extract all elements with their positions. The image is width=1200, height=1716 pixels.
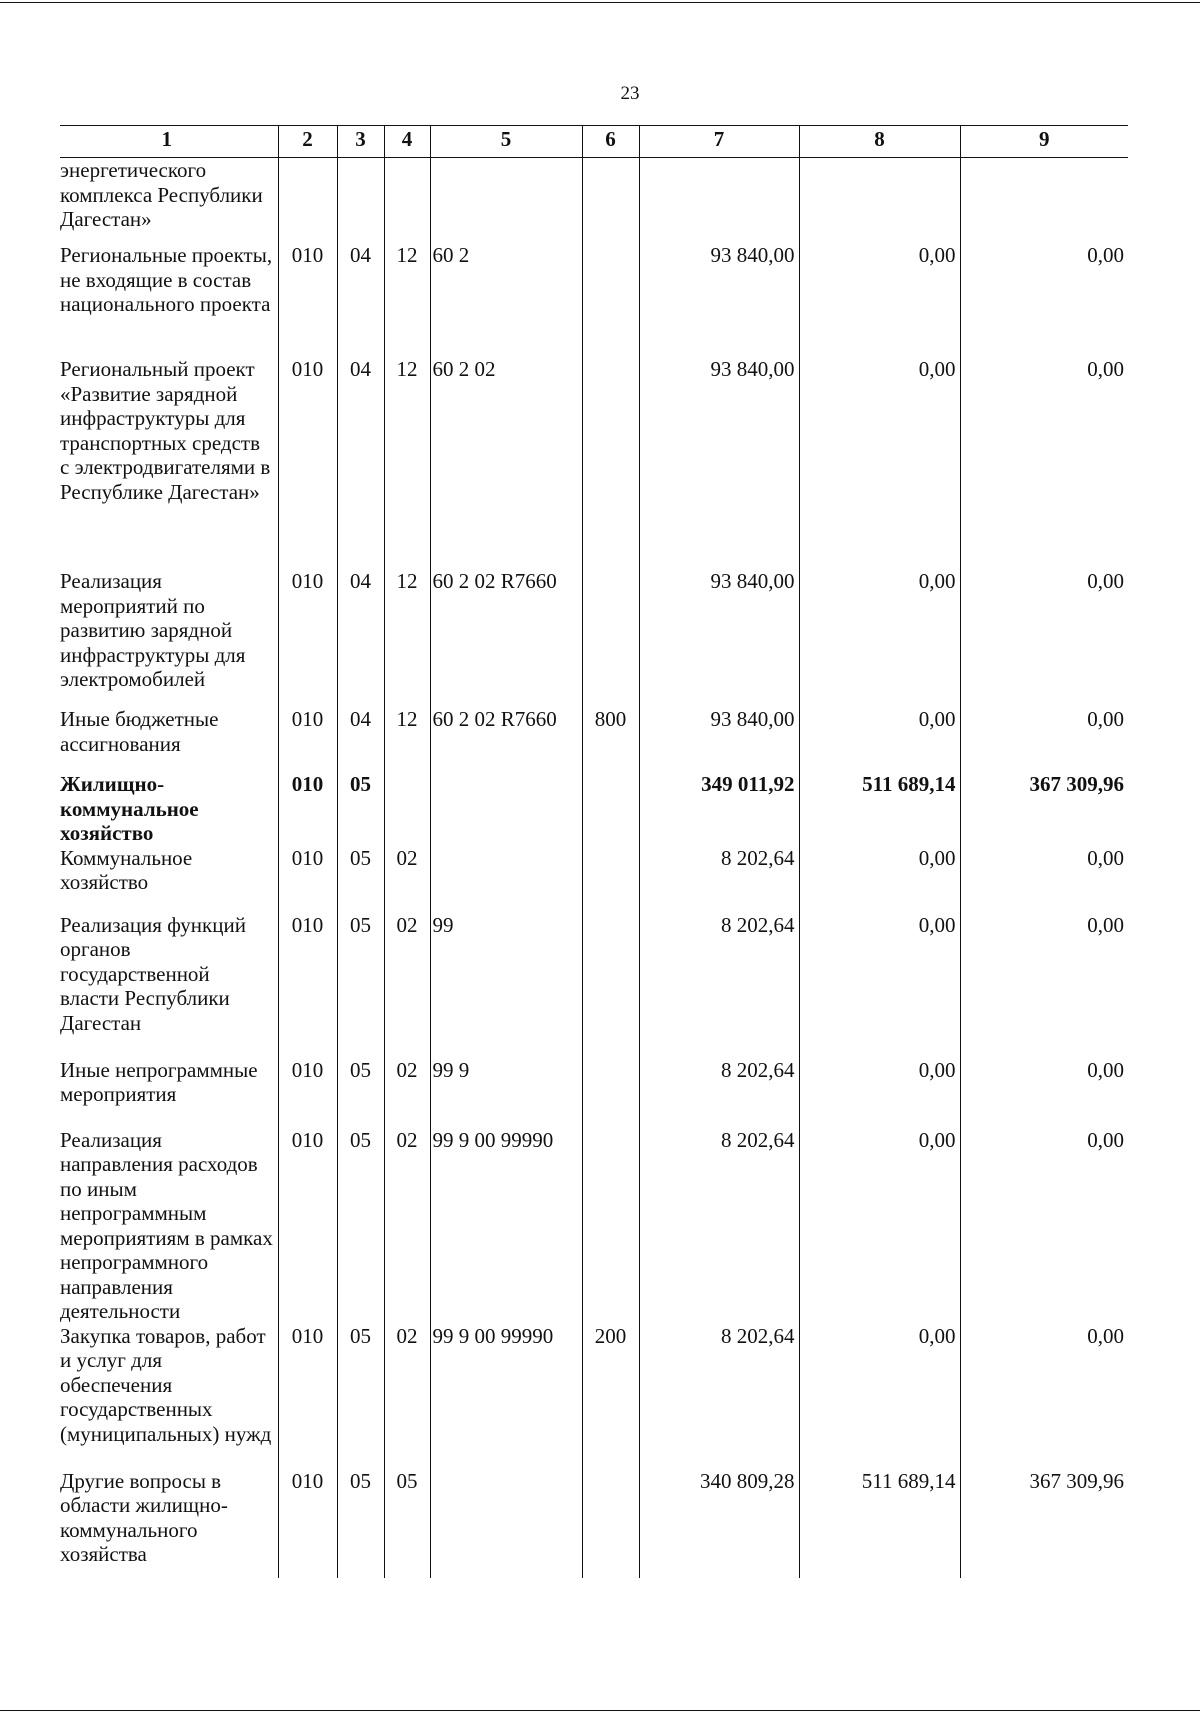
cell-code-6 bbox=[582, 357, 639, 569]
cell-code-3: 05 bbox=[337, 1128, 384, 1324]
cell-amount-7: 93 840,00 bbox=[639, 357, 799, 569]
cell-code-4: 05 bbox=[384, 1469, 430, 1578]
cell-code-4: 02 bbox=[384, 846, 430, 913]
cell-code-3: 05 bbox=[337, 1058, 384, 1128]
cell-amount-9: 0,00 bbox=[960, 357, 1128, 569]
cell-code-3: 04 bbox=[337, 569, 384, 707]
cell-code-3: 04 bbox=[337, 243, 384, 357]
cell-amount-8: 511 689,14 bbox=[799, 1469, 960, 1578]
cell-code-2: 010 bbox=[278, 1058, 337, 1128]
cell-code-2: 010 bbox=[278, 1469, 337, 1578]
cell-code-4 bbox=[384, 772, 430, 846]
cell-code-3: 05 bbox=[337, 1469, 384, 1578]
cell-code-4: 12 bbox=[384, 569, 430, 707]
cell-name: Коммунальное хозяйство bbox=[60, 845, 193, 894]
cell-amount-7: 8 202,64 bbox=[639, 1058, 799, 1128]
cell-code-3: 05 bbox=[337, 772, 384, 846]
cell-code-5: 60 2 02 bbox=[430, 357, 582, 569]
top-rule bbox=[0, 2, 1200, 3]
cell-code-6 bbox=[582, 1058, 639, 1128]
cell-code-3: 05 bbox=[337, 913, 384, 1058]
cell-name: Реализация функций органов государственной власти Республики Дагестан bbox=[60, 912, 246, 1035]
cell-amount-9: 0,00 bbox=[960, 569, 1128, 707]
cell-amount-7: 8 202,64 bbox=[639, 913, 799, 1058]
cell-code-2: 010 bbox=[278, 913, 337, 1058]
cell-amount-8: 0,00 bbox=[799, 1324, 960, 1469]
budget-table bbox=[60, 125, 1128, 1578]
cell-name: энергетического комплекса Республики Дагестан» bbox=[60, 158, 263, 231]
table-row bbox=[60, 569, 1128, 707]
cell-code-2: 010 bbox=[278, 243, 337, 357]
cell-code-2: 010 bbox=[278, 1324, 337, 1469]
cell-code-6: 800 bbox=[582, 707, 639, 772]
col-header-7: 7 bbox=[639, 126, 799, 158]
cell-name: Региональные проекты, не входящие в состав национального проекта bbox=[60, 243, 273, 316]
cell-amount-9: 0,00 bbox=[960, 1058, 1128, 1128]
cell-code-2 bbox=[278, 158, 337, 244]
cell-name: Иные непрограммные мероприятия bbox=[60, 1057, 258, 1106]
cell-code-6 bbox=[582, 846, 639, 913]
cell-code-2: 010 bbox=[278, 707, 337, 772]
col-header-9: 9 bbox=[960, 126, 1128, 158]
cell-code-4: 02 bbox=[384, 1324, 430, 1469]
cell-amount-8: 0,00 bbox=[799, 1128, 960, 1324]
cell-amount-9: 0,00 bbox=[960, 846, 1128, 913]
cell-code-5: 60 2 02 R7660 bbox=[430, 707, 582, 772]
cell-amount-9: 0,00 bbox=[960, 707, 1128, 772]
cell-code-3: 05 bbox=[337, 1324, 384, 1469]
cell-code-4: 02 bbox=[384, 913, 430, 1058]
cell-code-6: 200 bbox=[582, 1324, 639, 1469]
table-row bbox=[60, 1128, 1128, 1324]
cell-code-4: 12 bbox=[384, 243, 430, 357]
table-row bbox=[60, 772, 1128, 846]
cell-code-3 bbox=[337, 158, 384, 244]
table-row bbox=[60, 846, 1128, 913]
col-header-8: 8 bbox=[799, 126, 960, 158]
cell-code-2: 010 bbox=[278, 569, 337, 707]
cell-amount-8: 0,00 bbox=[799, 707, 960, 772]
cell-name: Реализация мероприятий по развитию зарядной инфраструктуры для электромобилей bbox=[60, 569, 246, 691]
cell-code-2: 010 bbox=[278, 772, 337, 846]
cell-amount-7: 93 840,00 bbox=[639, 707, 799, 772]
cell-name: Другие вопросы в области жилищно-коммунального хозяйства bbox=[60, 1468, 228, 1566]
cell-amount-8: 0,00 bbox=[799, 243, 960, 357]
cell-amount-8: 511 689,14 bbox=[799, 772, 960, 846]
cell-amount-7: 93 840,00 bbox=[639, 243, 799, 357]
cell-code-4: 02 bbox=[384, 1058, 430, 1128]
cell-code-2: 010 bbox=[278, 846, 337, 913]
page-number: 23 bbox=[620, 83, 640, 104]
cell-amount-9: 0,00 bbox=[960, 913, 1128, 1058]
bottom-rule bbox=[0, 1710, 1200, 1711]
col-header-5: 5 bbox=[430, 126, 582, 158]
col-header-6: 6 bbox=[582, 126, 639, 158]
cell-code-6 bbox=[582, 569, 639, 707]
table-row bbox=[60, 1469, 1128, 1578]
cell-amount-7 bbox=[639, 158, 799, 244]
header-row bbox=[60, 126, 1128, 158]
cell-code-5: 99 9 bbox=[430, 1058, 582, 1128]
cell-amount-9 bbox=[960, 158, 1128, 244]
cell-code-5 bbox=[430, 846, 582, 913]
cell-code-3: 04 bbox=[337, 707, 384, 772]
cell-amount-8: 0,00 bbox=[799, 569, 960, 707]
cell-code-4: 12 bbox=[384, 357, 430, 569]
cell-amount-8: 0,00 bbox=[799, 846, 960, 913]
cell-name: Иные бюджетные ассигнования bbox=[60, 707, 219, 756]
cell-amount-9: 367 309,96 bbox=[960, 772, 1128, 846]
cell-code-5: 99 9 00 99990 bbox=[430, 1128, 582, 1324]
cell-amount-8: 0,00 bbox=[799, 1058, 960, 1128]
cell-code-5: 99 9 00 99990 bbox=[430, 1324, 582, 1469]
cell-code-6 bbox=[582, 243, 639, 357]
cell-code-5: 60 2 bbox=[430, 243, 582, 357]
cell-amount-9: 0,00 bbox=[960, 1128, 1128, 1324]
cell-amount-7: 8 202,64 bbox=[639, 1324, 799, 1469]
cell-amount-7: 8 202,64 bbox=[639, 846, 799, 913]
table-row bbox=[60, 243, 1128, 357]
cell-amount-8: 0,00 bbox=[799, 913, 960, 1058]
cell-code-3: 05 bbox=[337, 846, 384, 913]
cell-code-4 bbox=[384, 158, 430, 244]
cell-code-5 bbox=[430, 1469, 582, 1578]
col-header-1: 1 bbox=[60, 126, 278, 158]
cell-code-5 bbox=[430, 158, 582, 244]
col-header-4: 4 bbox=[384, 126, 430, 158]
cell-code-6 bbox=[582, 1469, 639, 1578]
table-body bbox=[60, 158, 1128, 1578]
table-row bbox=[60, 913, 1128, 1058]
col-header-3: 3 bbox=[337, 126, 384, 158]
table-row bbox=[60, 1058, 1128, 1128]
cell-code-4: 12 bbox=[384, 707, 430, 772]
cell-code-5 bbox=[430, 772, 582, 846]
cell-name: Закупка товаров, работ и услуг для обеспечения государственных (муниципальных) нужд bbox=[60, 1323, 272, 1446]
table-row bbox=[60, 707, 1128, 772]
cell-name: Реализация направления расходов по иным непрограммным мероприятиям в рамках непрограммного направления деятельности bbox=[60, 1127, 273, 1323]
cell-amount-7: 93 840,00 bbox=[639, 569, 799, 707]
cell-amount-7: 8 202,64 bbox=[639, 1128, 799, 1324]
cell-code-2: 010 bbox=[278, 1128, 337, 1324]
cell-amount-8 bbox=[799, 158, 960, 244]
cell-amount-9: 0,00 bbox=[960, 1324, 1128, 1469]
cell-amount-9: 0,00 bbox=[960, 243, 1128, 357]
col-header-2: 2 bbox=[278, 126, 337, 158]
cell-code-2: 010 bbox=[278, 357, 337, 569]
cell-code-5: 60 2 02 R7660 bbox=[430, 569, 582, 707]
cell-code-3: 04 bbox=[337, 357, 384, 569]
cell-amount-7: 349 011,92 bbox=[639, 772, 799, 846]
cell-name: Жилищно-коммунальное хозяйство bbox=[60, 772, 199, 845]
cell-code-5: 99 bbox=[430, 913, 582, 1058]
cell-amount-8: 0,00 bbox=[799, 357, 960, 569]
cell-code-6 bbox=[582, 158, 639, 244]
table-row bbox=[60, 1324, 1128, 1469]
cell-code-6 bbox=[582, 913, 639, 1058]
table-row bbox=[60, 158, 1128, 244]
cell-name: Региональный проект «Развитие зарядной инфраструктуры для транспортных средств с электродвигателями в Республике Дагестан» bbox=[60, 357, 271, 504]
cell-amount-7: 340 809,28 bbox=[639, 1469, 799, 1578]
cell-amount-9: 367 309,96 bbox=[960, 1469, 1128, 1578]
cell-code-6 bbox=[582, 1128, 639, 1324]
table-row bbox=[60, 357, 1128, 569]
cell-code-6 bbox=[582, 772, 639, 846]
cell-code-4: 02 bbox=[384, 1128, 430, 1324]
